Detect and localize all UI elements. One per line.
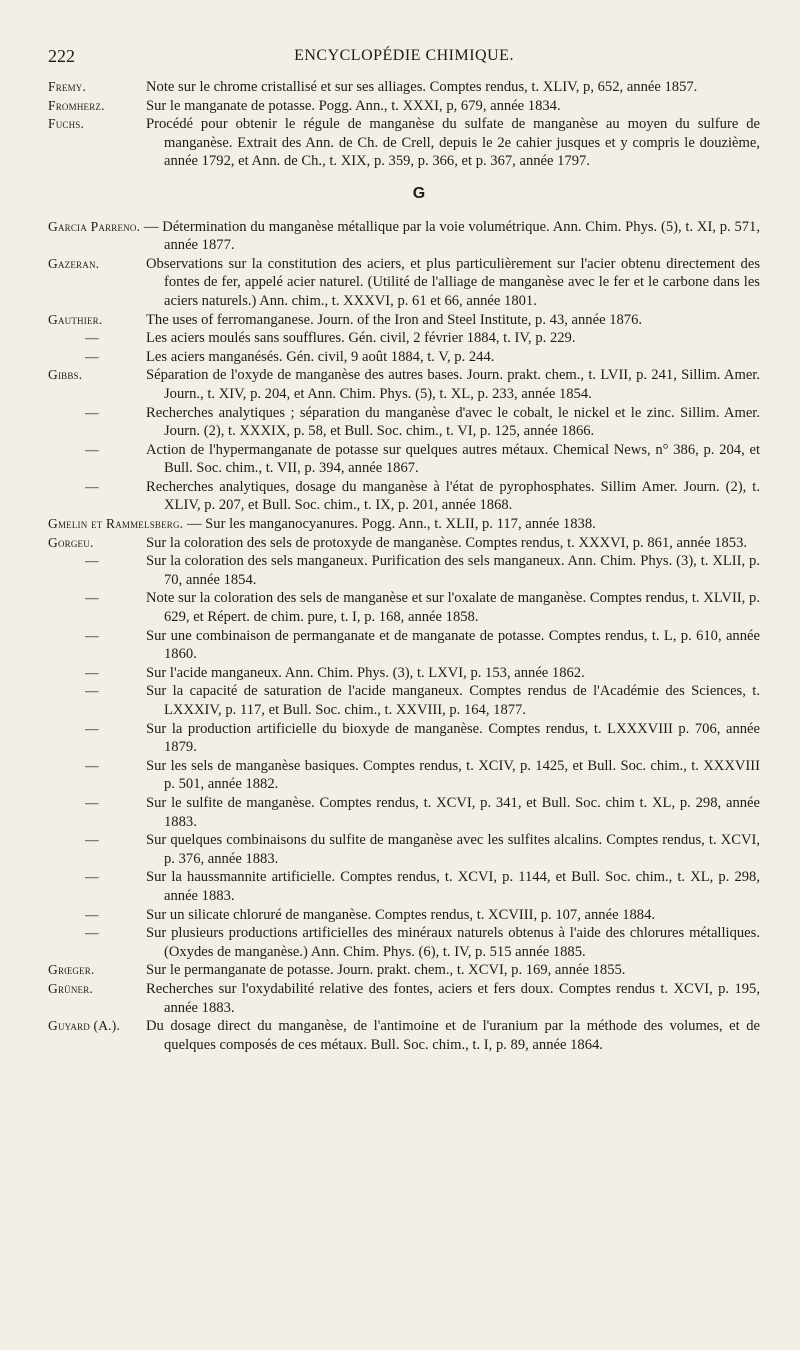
- entry-author: —: [85, 720, 99, 736]
- bibliography-entry: [48, 589, 760, 626]
- bibliography-entry: [48, 218, 760, 255]
- bibliography-entry: [48, 515, 760, 534]
- entry-author: Fremy.: [48, 79, 87, 94]
- entry-author: —: [85, 906, 99, 922]
- bibliography-entry: [48, 115, 760, 171]
- entry-author: —: [85, 441, 99, 457]
- entry-author: —: [85, 794, 99, 810]
- entry-text: Recherches analytiques ; séparation du manganèse d'avec le cobalt, le nickel et le zinc. Sillim. Amer. Journ. (2), t. XXXIX, p. 58, et Bull. Soc. chim., t. VI, p. 125, année 1866.: [146, 404, 760, 440]
- entry-author: —: [85, 664, 99, 680]
- entry-text: Les aciers manganésés. Gén. civil, 9 août 1884, t. V, p. 244.: [146, 348, 495, 365]
- bibliography-entry: [48, 794, 760, 831]
- bibliography-entry: [48, 682, 760, 719]
- bibliography-entry: [48, 961, 760, 980]
- entry-author: —: [85, 925, 99, 941]
- entry-author: Fuchs.: [48, 116, 85, 132]
- entry-author: Gauthier.: [48, 311, 103, 327]
- entry-text: Sur un silicate chloruré de manganèse. Comptes rendus, t. XCVIII, p. 107, année 1884.: [146, 906, 656, 923]
- entry-author: —: [85, 553, 99, 569]
- entries-f: [48, 78, 760, 171]
- entry-text: Action de l'hypermanganate de potasse sur quelques autres métaux. Chemical News, n° 386, p. 204, et Bull. Soc. chim., t. VII, p. 394, année 1867.: [146, 441, 760, 477]
- page-number: 222: [48, 46, 75, 66]
- entry-author: —: [85, 348, 99, 364]
- bibliography-entry: [48, 97, 760, 116]
- bibliography-entry: [48, 924, 760, 961]
- entry-text: Sur plusieurs productions artificielles des minéraux naturels obtenus à l'aide des chlorures métalliques. (Oxydes de manganèse.) Ann. Chim. Phys. (6), t. IV, p. 515 année 1885.: [146, 925, 760, 960]
- bibliography-entry: [48, 757, 760, 794]
- bibliography-entry: [48, 720, 760, 757]
- entry-text: Procédé pour obtenir le régule de manganèse du sulfate de manganèse au moyen du sulfure de manganèse. Extrait des Ann. de Ch. de Crell, depuis le 2e cahier jusques et y compris le douzième, année 1792, et Ann. de Ch., t. XIX, p. 359, p. 366, et p. 367, année 1797.: [146, 116, 760, 170]
- entry-text: Note sur la coloration des sels de manganèse et sur l'oxalate de manganèse. Comptes rendus, t. XLVII, p. 629, et Répert. de chim. pure, t. I, p. 168, année 1858.: [146, 590, 760, 626]
- bibliography-entry: [48, 906, 760, 925]
- entry-author: —: [85, 757, 99, 773]
- entry-text: Les aciers moulés sans soufflures. Gén. civil, 2 février 1884, t. IV, p. 229.: [146, 330, 576, 347]
- bibliography-entry: [48, 255, 760, 311]
- entry-author: Gorgeu.: [48, 534, 94, 550]
- entry-text: Sur la production artificielle du bioxyde de manganèse. Comptes rendus, t. LXXXVIII p. 706, année 1879.: [146, 720, 760, 756]
- entry-text: Sur le sulfite de manganèse. Comptes rendus, t. XCVI, p. 341, et Bull. Soc. chim t. XL, p. 298, année 1883.: [146, 794, 760, 830]
- entry-text: Recherches analytiques, dosage du manganèse à l'état de pyrophosphates. Sillim Amer. Journ. (2), t. XLIV, p. 207, et Bull. Soc. chim., t. IX, p. 201, année 1868.: [146, 478, 760, 514]
- entry-text: Sur le permanganate de potasse. Journ. prakt. chem., t. XCVI, p. 169, année 1855.: [146, 962, 626, 979]
- entry-author: —: [85, 330, 99, 346]
- entry-author: Fromherz.: [48, 97, 105, 113]
- entry-author: Gmelin et Rammelsberg.: [48, 516, 184, 532]
- bibliography-entry: [48, 78, 760, 97]
- entry-author: —: [85, 627, 99, 643]
- entry-text: Séparation de l'oxyde de manganèse des autres bases. Journ. prakt. chem., t. LVII, p. 241, Sillim. Amer. Journ., t. XIV, p. 204, et Ann. Chim. Phys. (5), t. XL, p. 233, année 1854.: [146, 367, 760, 402]
- bibliography-entry: [48, 441, 760, 478]
- entry-text: Sur la coloration des sels manganeux. Purification des sels manganeux. Ann. Chim. Phys. (3), t. XLII, p. 70, année 1854.: [146, 553, 760, 588]
- entry-text: Sur une combinaison de permanganate et de manganate de potasse. Comptes rendus, t. L, p. 610, année 1860.: [146, 627, 760, 663]
- entry-text: The uses of ferromanganese. Journ. of the Iron and Steel Institute, p. 43, année 1876.: [146, 311, 643, 328]
- bibliography-entry: [48, 404, 760, 441]
- running-title: ENCYCLOPÉDIE CHIMIQUE.: [294, 47, 514, 64]
- entry-text: Sur la coloration des sels de protoxyde de manganèse. Comptes rendus, t. XXXVI, p. 861, année 1853.: [146, 534, 748, 551]
- entry-text: Note sur le chrome cristallisé et sur ses alliages. Comptes rendus, t. XLIV, p, 652, année 1857.: [146, 79, 698, 95]
- entry-text: Observations sur la constitution des aciers, et plus particulièrement sur l'acier obtenu directement des fontes de fer, appelé acier naturel. (Utilité de l'alliage de manganèse avec le fer et le carbone dans les aciers naturels.) Ann. chim., t. XXXVI, p. 61 et 66, année 1801.: [146, 255, 760, 309]
- entry-author: —: [85, 683, 99, 699]
- entry-author: Gibbs.: [48, 367, 83, 383]
- entry-text: Sur quelques combinaisons du sulfite de manganèse avec les sulfites alcalins. Comptes rendus, t. XCVI, p. 376, année 1883.: [146, 832, 760, 867]
- entry-author: Gazeran.: [48, 255, 100, 271]
- entry-author: Grüner.: [48, 980, 94, 996]
- entries-g: [48, 218, 760, 1055]
- entry-author: Grœger.: [48, 962, 95, 978]
- bibliography-entry: [48, 311, 760, 330]
- entry-text: — Détermination du manganèse métallique par la voie volumétrique. Ann. Chim. Phys. (5), t. XI, p. 571, année 1877.: [143, 218, 760, 254]
- bibliography-entry: [48, 1017, 760, 1054]
- entry-text: Sur la haussmannite artificielle. Comptes rendus, t. XCVI, p. 1144, et Bull. Soc. chim., t. XL, p. 298, année 1883.: [146, 869, 760, 904]
- entry-text: Sur le manganate de potasse. Pogg. Ann., t. XXXI, p, 679, année 1834.: [146, 97, 561, 114]
- bibliography-entry: [48, 366, 760, 403]
- bibliography-entry: [48, 478, 760, 515]
- bibliography-entry: [48, 831, 760, 868]
- bibliography-entry: [48, 534, 760, 553]
- entry-author: —: [85, 590, 99, 606]
- bibliography-entry: [48, 868, 760, 905]
- bibliography-entry: [48, 980, 760, 1017]
- entry-text: Sur la capacité de saturation de l'acide manganeux. Comptes rendus de l'Académie des Sciences, t. LXXXIV, p. 117, et Bull. Soc. chim., t. XXVIII, p. 164, 1877.: [146, 683, 760, 718]
- entry-author: Garcia Parreno.: [48, 218, 141, 234]
- entry-text: — Sur les manganocyanures. Pogg. Ann., t. XLII, p. 117, année 1838.: [186, 516, 596, 533]
- section-letter: G: [412, 184, 426, 202]
- entry-author: —: [85, 832, 99, 848]
- entry-author: Guyard (A.).: [48, 1018, 121, 1034]
- bibliography-entry: [48, 627, 760, 664]
- bibliography-entry: [48, 329, 760, 348]
- entry-text: Recherches sur l'oxydabilité relative des fontes, aciers et fers doux. Comptes rendus t. XCVI, p. 195, année 1883.: [146, 980, 760, 1016]
- bibliography-entry: [48, 664, 760, 683]
- entry-text: Du dosage direct du manganèse, de l'antimoine et de l'uranium par la méthode des volumes, et de quelques composés de ces métaux. Bull. Soc. chim., t. I, p. 89, année 1864.: [146, 1018, 760, 1053]
- entry-text: Sur les sels de manganèse basiques. Comptes rendus, t. XCIV, p. 1425, et Bull. Soc. chim., t. XXXVIII p. 501, année 1882.: [146, 757, 760, 793]
- entry-text: Sur l'acide manganeux. Ann. Chim. Phys. (3), t. LXVI, p. 153, année 1862.: [146, 664, 585, 681]
- bibliography-entry: [48, 348, 760, 367]
- bibliography-entry: [48, 552, 760, 589]
- entry-author: —: [85, 478, 99, 494]
- bibliography: [48, 78, 760, 1054]
- page-header: [48, 46, 760, 70]
- entry-author: —: [85, 869, 99, 885]
- entry-author: —: [85, 404, 99, 420]
